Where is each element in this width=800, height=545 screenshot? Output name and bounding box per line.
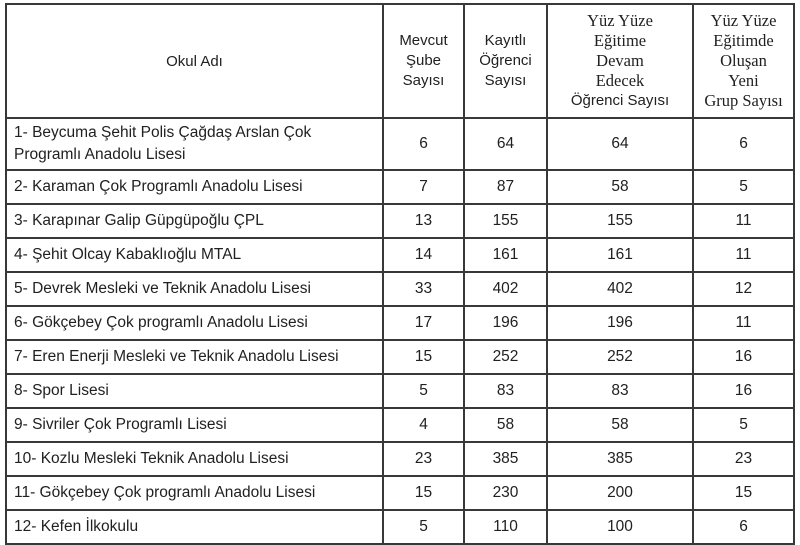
header-line: Öğrenci [479,52,532,69]
yeni-grup-cell: 11 [693,306,794,340]
yeni-grup-cell: 5 [693,170,794,204]
header-line: Mevcut [399,32,448,49]
header-line: Sayısı [402,72,445,89]
header-line: Sayısı [484,72,527,89]
yeni-grup-cell: 23 [693,442,794,476]
table-body [6,118,794,544]
mevcut-sube-cell: 17 [383,306,464,340]
table-row [6,442,794,476]
header-line: Oluşan [720,51,767,70]
kayitli-ogrenci-cell: 252 [464,340,547,374]
col-header-mevcut-sube-sayisi [383,4,464,118]
table-row [6,510,794,544]
table-row [6,408,794,442]
kayitli-ogrenci-cell: 87 [464,170,547,204]
header-line: Devam [596,51,644,70]
school-name-cell: 4- Şehit Olcay Kabaklıoğlu MTAL [6,238,383,272]
school-name-cell: 2- Karaman Çok Programlı Anadolu Lisesi [6,170,383,204]
devam-edecek-ogrenci-cell: 200 [547,476,693,510]
devam-edecek-ogrenci-cell: 402 [547,272,693,306]
table-row [6,238,794,272]
school-name-cell: 7- Eren Enerji Mesleki ve Teknik Anadolu Lisesi [6,340,383,374]
school-name-cell: 6- Gökçebey Çok programlı Anadolu Lisesi [6,306,383,340]
header-label: Okul Adı [166,52,223,70]
kayitli-ogrenci-cell: 110 [464,510,547,544]
mevcut-sube-cell: 15 [383,476,464,510]
yeni-grup-cell: 6 [693,510,794,544]
header-line: Öğrenci Sayısı [570,92,670,109]
mevcut-sube-cell: 4 [383,408,464,442]
col-header-yeni-grup-sayisi [693,4,794,118]
col-header-yuz-yuze-devam-edecek [547,4,693,118]
kayitli-ogrenci-cell: 161 [464,238,547,272]
devam-edecek-ogrenci-cell: 58 [547,170,693,204]
yeni-grup-cell: 16 [693,374,794,408]
devam-edecek-ogrenci-cell: 83 [547,374,693,408]
table-row [6,170,794,204]
table-row [6,476,794,510]
header-line: Eğitime [593,31,647,50]
devam-edecek-ogrenci-cell: 385 [547,442,693,476]
table-row [6,118,794,170]
mevcut-sube-cell: 15 [383,340,464,374]
kayitli-ogrenci-cell: 155 [464,204,547,238]
yeni-grup-cell: 5 [693,408,794,442]
school-enrollment-table [5,3,795,545]
devam-edecek-ogrenci-cell: 196 [547,306,693,340]
devam-edecek-ogrenci-cell: 252 [547,340,693,374]
kayitli-ogrenci-cell: 196 [464,306,547,340]
kayitli-ogrenci-cell: 402 [464,272,547,306]
mevcut-sube-cell: 7 [383,170,464,204]
table-row [6,272,794,306]
mevcut-sube-cell: 5 [383,510,464,544]
school-name-cell: 5- Devrek Mesleki ve Teknik Anadolu Lisesi [6,272,383,306]
school-name-cell: 10- Kozlu Mesleki Teknik Anadolu Lisesi [6,442,383,476]
col-header-kayitli-ogrenci-sayisi [464,4,547,118]
header-line: Yüz Yüze [587,11,653,30]
devam-edecek-ogrenci-cell: 100 [547,510,693,544]
mevcut-sube-cell: 13 [383,204,464,238]
header-line: Yüz Yüze [710,11,777,30]
mevcut-sube-cell: 5 [383,374,464,408]
school-name-cell: 12- Kefen İlkokulu [6,510,383,544]
yeni-grup-cell: 16 [693,340,794,374]
devam-edecek-ogrenci-cell: 161 [547,238,693,272]
yeni-grup-cell: 15 [693,476,794,510]
table-row [6,374,794,408]
kayitli-ogrenci-cell: 83 [464,374,547,408]
table-row [6,340,794,374]
school-name-cell: 11- Gökçebey Çok programlı Anadolu Lisesi [6,476,383,510]
school-name-cell: 9- Sivriler Çok Programlı Lisesi [6,408,383,442]
devam-edecek-ogrenci-cell: 64 [547,118,693,170]
header-line: Grup Sayısı [704,91,783,110]
yeni-grup-cell: 11 [693,204,794,238]
devam-edecek-ogrenci-cell: 155 [547,204,693,238]
devam-edecek-ogrenci-cell: 58 [547,408,693,442]
col-header-okul-adi [6,4,383,118]
header-row [6,4,794,118]
header-line: Edecek [595,71,645,90]
kayitli-ogrenci-cell: 58 [464,408,547,442]
mevcut-sube-cell: 23 [383,442,464,476]
header-line: Yeni [728,71,759,90]
school-name-cell: 8- Spor Lisesi [6,374,383,408]
mevcut-sube-cell: 6 [383,118,464,170]
kayitli-ogrenci-cell: 64 [464,118,547,170]
table-row [6,306,794,340]
header-line: Kayıtlı [484,32,527,49]
mevcut-sube-cell: 33 [383,272,464,306]
header-line: Eğitimde [713,31,774,50]
school-name-cell: 3- Karapınar Galip Güpgüpoğlu ÇPL [6,204,383,238]
kayitli-ogrenci-cell: 385 [464,442,547,476]
header-line: Şube [405,52,442,69]
school-name-cell: 1- Beycuma Şehit Polis Çağdaş Arslan Çok Programlı Anadolu Lisesi [6,118,383,170]
yeni-grup-cell: 12 [693,272,794,306]
kayitli-ogrenci-cell: 230 [464,476,547,510]
mevcut-sube-cell: 14 [383,238,464,272]
yeni-grup-cell: 11 [693,238,794,272]
yeni-grup-cell: 6 [693,118,794,170]
table-row [6,204,794,238]
